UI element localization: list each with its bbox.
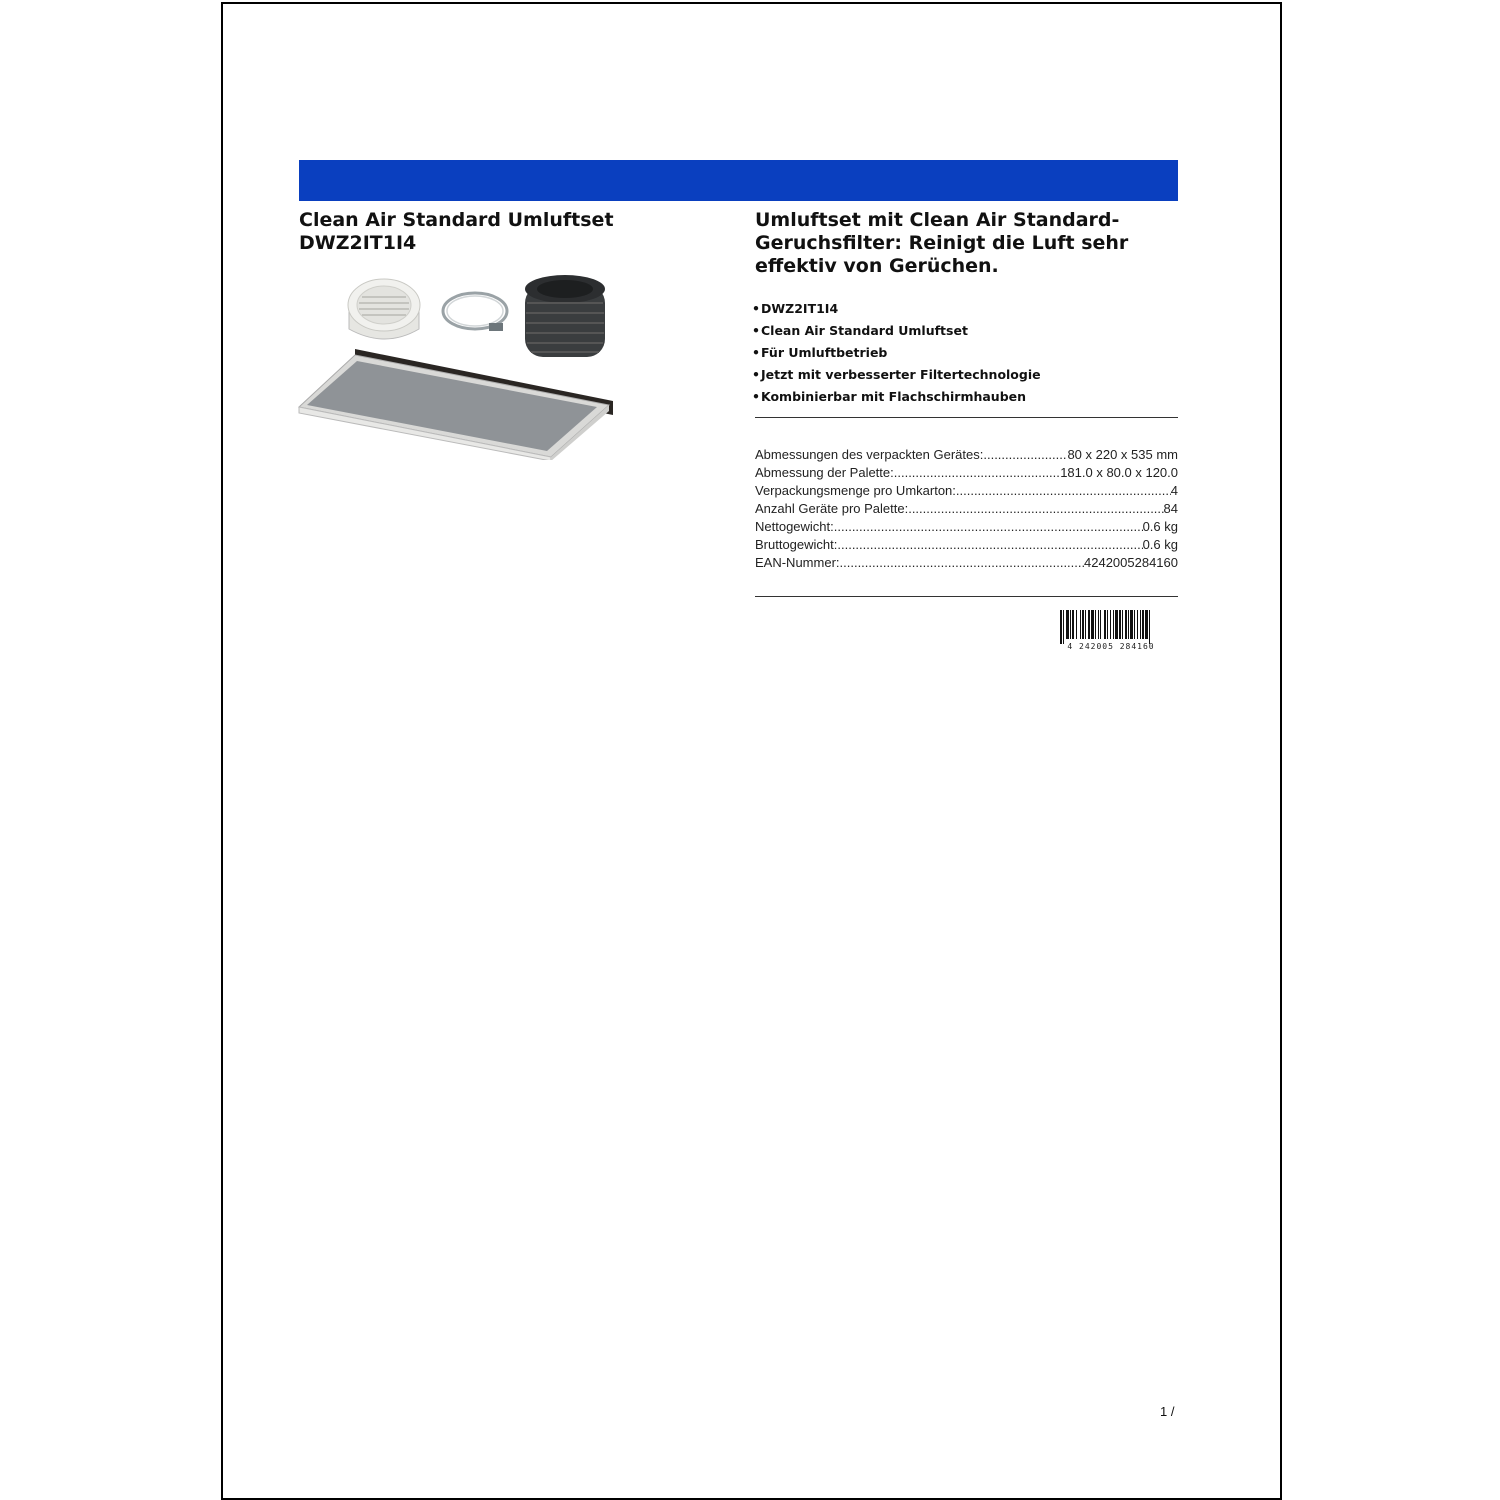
barcode-bar (1091, 610, 1094, 639)
feature-text: Kombinierbar mit Flachschirmhauben (761, 389, 1027, 404)
bullet-icon: • (752, 389, 760, 404)
barcode-bar (1088, 610, 1090, 639)
barcode-bar (1113, 610, 1114, 639)
spec-value: 0.6 kg (1142, 519, 1178, 534)
bullet-icon: • (752, 301, 760, 316)
barcode-bar (1098, 610, 1099, 639)
spec-row (755, 464, 1178, 482)
barcode-bar (1100, 610, 1101, 639)
barcode-bar (1080, 610, 1081, 639)
barcode-bar (1122, 610, 1123, 639)
feature-item (752, 320, 1041, 342)
page-number: 1 / (1160, 1404, 1175, 1419)
barcode-bar (1137, 610, 1138, 639)
spec-value: 181.0 x 80.0 x 120.0 (1060, 465, 1178, 480)
barcode-bar (1095, 610, 1096, 639)
barcode-bar (1104, 610, 1106, 639)
barcode-bar (1115, 610, 1118, 639)
barcode-bar (1110, 610, 1111, 639)
barcode-bar (1149, 610, 1150, 644)
spec-label: Verpackungsmenge pro Umkarton: (755, 483, 956, 498)
barcode-bar (1128, 610, 1129, 639)
barcode-bar (1145, 610, 1148, 639)
barcode-bar (1119, 610, 1121, 639)
barcode-bar (1070, 610, 1071, 639)
spec-label: Abmessung der Palette: (755, 465, 894, 480)
barcode-bar (1142, 610, 1144, 639)
leader-dots (837, 536, 1142, 554)
product-image (297, 275, 615, 460)
leader-dots (956, 482, 1171, 500)
feature-text: Für Umluftbetrieb (761, 345, 888, 360)
feature-item (752, 298, 1041, 320)
spec-row (755, 518, 1178, 536)
barcode-bar (1085, 610, 1086, 639)
barcode-bar (1082, 610, 1084, 639)
spec-value: 84 (1163, 501, 1178, 516)
feature-text: DWZ2IT1I4 (761, 301, 839, 316)
barcode-bar (1134, 610, 1135, 639)
barcode-bar (1076, 610, 1077, 639)
spec-label: Bruttogewicht: (755, 537, 838, 552)
bullet-icon: • (752, 345, 760, 360)
leader-dots (908, 500, 1163, 518)
grille-part (348, 279, 420, 339)
product-title-line1: Clean Air Standard Umluftset (299, 209, 614, 231)
spec-value: 4242005284160 (1084, 555, 1178, 570)
leader-dots (983, 446, 1067, 464)
spec-row (755, 446, 1178, 464)
spec-value: 0.6 kg (1142, 537, 1178, 552)
hose-part (525, 275, 605, 357)
product-title-line2: DWZ2IT1I4 (299, 232, 417, 254)
product-title (299, 209, 719, 255)
bullet-icon: • (752, 367, 760, 382)
spec-label: Anzahl Geräte pro Palette: (755, 501, 909, 516)
feature-list (752, 298, 1041, 408)
spec-label: Abmessungen des verpackten Gerätes: (755, 447, 984, 462)
barcode-digits: 4 242005 284160 (1067, 642, 1155, 651)
spec-label: EAN-Nummer: (755, 555, 840, 570)
feature-item (752, 364, 1041, 386)
brand-bar (299, 160, 1178, 201)
spec-row (755, 554, 1178, 572)
bullet-icon: • (752, 323, 760, 338)
barcode-bar (1063, 610, 1064, 644)
spec-table (755, 446, 1178, 572)
feature-item (752, 342, 1041, 364)
barcode-bar (1107, 610, 1108, 639)
spec-row (755, 482, 1178, 500)
barcode-bar (1060, 610, 1062, 644)
spec-row (755, 536, 1178, 554)
divider-bottom (755, 596, 1178, 597)
spec-value: 4 (1170, 483, 1178, 498)
barcode-bar (1072, 610, 1074, 639)
leader-dots (834, 518, 1143, 536)
feature-item (752, 386, 1041, 408)
leader-dots (840, 554, 1084, 572)
feature-text: Clean Air Standard Umluftset (761, 323, 968, 338)
spec-value: 80 x 220 x 535 mm (1067, 447, 1178, 462)
barcode-bar (1125, 610, 1127, 639)
clamp-ring (443, 293, 507, 331)
barcode-bar (1066, 610, 1069, 639)
leader-dots (894, 464, 1060, 482)
headline: Umluftset mit Clean Air Standard-Geruchsfilter: Reinigt die Luft sehr effektiv von Gerüchen. (755, 209, 1129, 277)
feature-text: Jetzt mit verbesserter Filtertechnologie (761, 367, 1041, 382)
filter-panel (299, 349, 613, 460)
spec-label: Nettogewicht: (755, 519, 834, 534)
spec-row (755, 500, 1178, 518)
barcode-bar (1130, 610, 1133, 639)
barcode-bar (1140, 610, 1141, 639)
divider-top (755, 417, 1178, 418)
